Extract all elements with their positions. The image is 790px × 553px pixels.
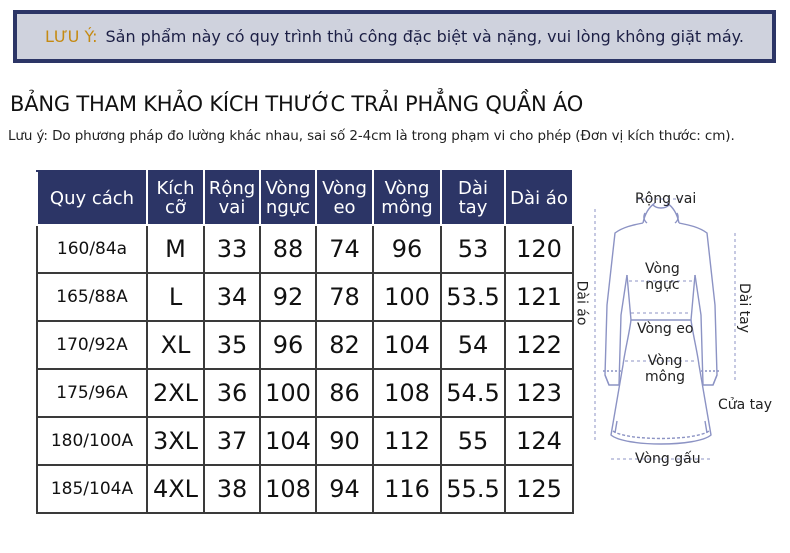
header-text: Dài bbox=[458, 178, 488, 199]
header-text: ngực bbox=[265, 197, 311, 218]
table-cell: 104 bbox=[373, 321, 441, 369]
notice-label: LƯU Ý: bbox=[45, 27, 98, 46]
table-row bbox=[37, 273, 573, 321]
table-cell: 108 bbox=[260, 465, 316, 513]
table-cell: 90 bbox=[316, 417, 373, 465]
header-text: Vòng bbox=[322, 178, 367, 199]
table-row bbox=[37, 225, 573, 273]
header-text: vai bbox=[218, 197, 246, 218]
header-quy-cach bbox=[37, 171, 147, 225]
table-cell: 122 bbox=[505, 321, 573, 369]
table-cell: 2XL bbox=[147, 369, 204, 417]
label-shoulder: Rộng vai bbox=[635, 191, 697, 207]
header-kich-co bbox=[147, 171, 204, 225]
table-cell: 54.5 bbox=[441, 369, 505, 417]
dress-measurement-diagram bbox=[573, 185, 790, 475]
table-cell: 4XL bbox=[147, 465, 204, 513]
table-row bbox=[37, 321, 573, 369]
header-vong-eo bbox=[316, 171, 373, 225]
label-chest bbox=[645, 261, 680, 293]
table-cell: 92 bbox=[260, 273, 316, 321]
table-cell: 100 bbox=[260, 369, 316, 417]
table-row bbox=[37, 369, 573, 417]
table-cell: 3XL bbox=[147, 417, 204, 465]
table-cell: 78 bbox=[316, 273, 373, 321]
table-cell: 86 bbox=[316, 369, 373, 417]
table-cell: 53.5 bbox=[441, 273, 505, 321]
table-cell: 53 bbox=[441, 225, 505, 273]
table-cell: 100 bbox=[373, 273, 441, 321]
label-sleeve: Dài tay bbox=[736, 282, 753, 334]
table-cell: 123 bbox=[505, 369, 573, 417]
table-cell: 96 bbox=[260, 321, 316, 369]
table-cell: 124 bbox=[505, 417, 573, 465]
label-hip bbox=[645, 353, 685, 385]
table-cell: 94 bbox=[316, 465, 373, 513]
table-cell: 88 bbox=[260, 225, 316, 273]
header-dai-tay bbox=[441, 171, 505, 225]
label-hem: Vòng gấu bbox=[635, 451, 701, 467]
header-text: tay bbox=[458, 197, 488, 218]
header-text: mông bbox=[381, 197, 433, 218]
table-cell: 54 bbox=[441, 321, 505, 369]
table-cell: 74 bbox=[316, 225, 373, 273]
table-cell: 116 bbox=[373, 465, 441, 513]
header-text: cỡ bbox=[165, 197, 186, 218]
table-cell: 104 bbox=[260, 417, 316, 465]
header-text: Vòng bbox=[265, 178, 311, 199]
header-text: Kích bbox=[156, 178, 195, 199]
table-cell: 38 bbox=[204, 465, 260, 513]
table-header-row bbox=[37, 171, 573, 225]
table-cell: 125 bbox=[505, 465, 573, 513]
size-table bbox=[36, 170, 574, 514]
table-cell: 33 bbox=[204, 225, 260, 273]
table-cell: L bbox=[147, 273, 204, 321]
table-cell: 112 bbox=[373, 417, 441, 465]
table-cell: 160/84a bbox=[37, 225, 147, 273]
header-rong-vai bbox=[204, 171, 260, 225]
label-length: Dài áo bbox=[573, 280, 590, 326]
table-cell: 34 bbox=[204, 273, 260, 321]
table-cell: XL bbox=[147, 321, 204, 369]
header-dai-ao bbox=[505, 171, 573, 225]
table-cell: 120 bbox=[505, 225, 573, 273]
table-cell: 35 bbox=[204, 321, 260, 369]
label-hip-line1: Vòng bbox=[647, 353, 683, 369]
table-cell: 180/100A bbox=[37, 417, 147, 465]
header-text: Vòng bbox=[384, 178, 430, 199]
label-chest-line2: ngực bbox=[645, 277, 680, 293]
table-cell: 36 bbox=[204, 369, 260, 417]
table-cell: 108 bbox=[373, 369, 441, 417]
page-title: BẢNG THAM KHẢO KÍCH THƯỚC TRẢI PHẲNG QUẦN ÁO bbox=[10, 92, 584, 116]
header-text: eo bbox=[333, 197, 356, 218]
notice-banner bbox=[13, 10, 776, 63]
table-row bbox=[37, 417, 573, 465]
label-cuff: Cửa tay bbox=[718, 397, 773, 413]
table-cell: 82 bbox=[316, 321, 373, 369]
table-cell: 55 bbox=[441, 417, 505, 465]
notice-box bbox=[17, 14, 772, 59]
notice-text: Sản phẩm này có quy trình thủ công đặc biệt và nặng, vui lòng không giặt máy. bbox=[105, 27, 744, 46]
table-cell: M bbox=[147, 225, 204, 273]
table-cell: 55.5 bbox=[441, 465, 505, 513]
header-text: Quy cách bbox=[49, 187, 135, 209]
table-cell: 37 bbox=[204, 417, 260, 465]
label-waist: Vòng eo bbox=[637, 321, 694, 337]
page-subtitle: Lưu ý: Do phương pháp đo lường khác nhau, sai số 2-4cm là trong phạm vi cho phép (Đơn vị kích thước: cm). bbox=[8, 128, 735, 144]
table-cell: 175/96A bbox=[37, 369, 147, 417]
table-cell: 121 bbox=[505, 273, 573, 321]
label-chest-line1: Vòng bbox=[645, 261, 680, 277]
table-cell: 96 bbox=[373, 225, 441, 273]
table-cell: 170/92A bbox=[37, 321, 147, 369]
label-hip-line2: mông bbox=[645, 369, 685, 385]
table-row bbox=[37, 465, 573, 513]
header-text: Dài áo bbox=[510, 187, 568, 209]
table-cell: 165/88A bbox=[37, 273, 147, 321]
header-vong-mong bbox=[373, 171, 441, 225]
header-text: Rộng bbox=[208, 178, 256, 199]
table-cell: 185/104A bbox=[37, 465, 147, 513]
header-vong-nguc bbox=[260, 171, 316, 225]
